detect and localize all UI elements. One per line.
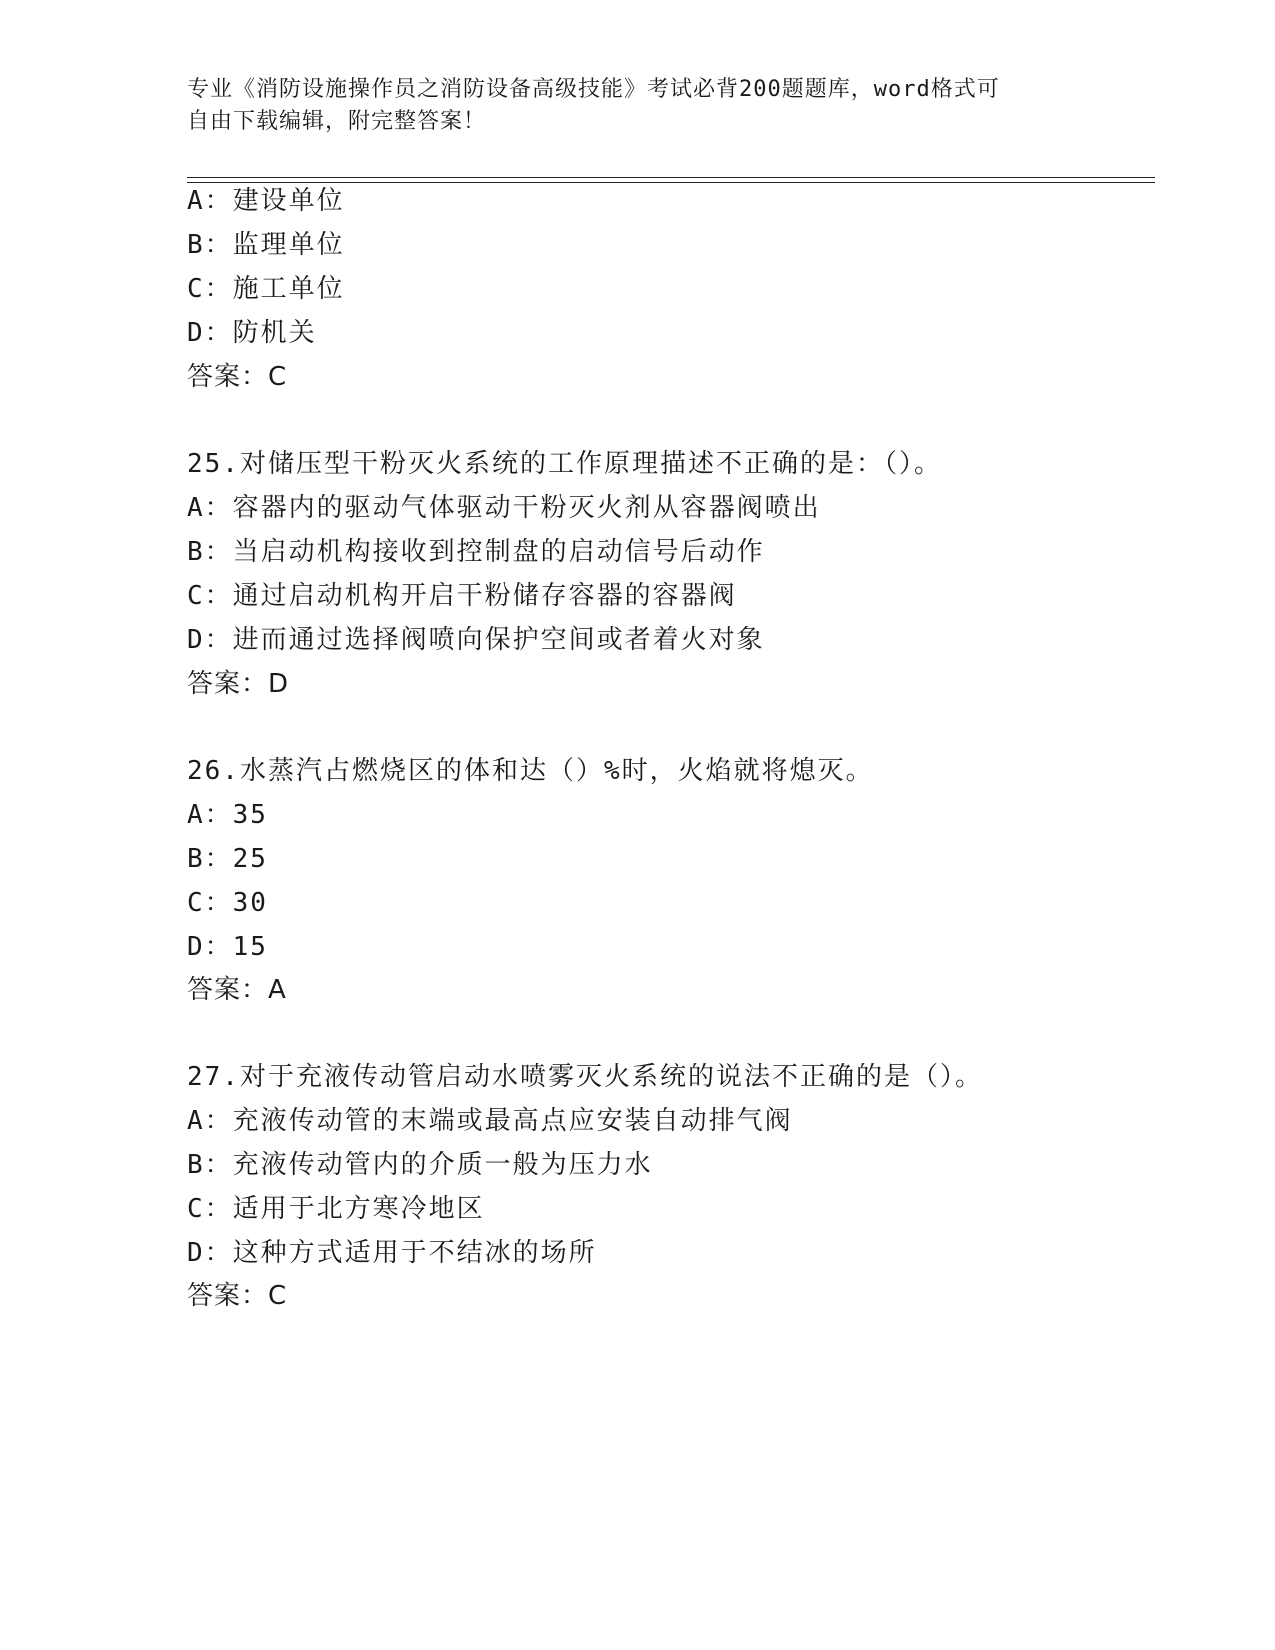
q27-question: 27.对于充液传动管启动水喷雾灭火系统的说法不正确的是（）。 bbox=[187, 1062, 983, 1092]
q25-option-a: A：容器内的驱动气体驱动干粉灭火剂从容器阀喷出 bbox=[187, 493, 821, 523]
q27-option-d: D：这种方式适用于不结冰的场所 bbox=[187, 1238, 597, 1268]
q25-option-c: C：通过启动机构开启干粉储存容器的容器阀 bbox=[187, 581, 737, 611]
q24-answer: 答案：C bbox=[187, 362, 288, 392]
q25-answer: 答案：D bbox=[187, 669, 290, 699]
q26-option-d: D：15 bbox=[187, 932, 268, 962]
q24-option-b: B：监理单位 bbox=[187, 230, 345, 260]
q27-answer: 答案：C bbox=[187, 1281, 288, 1311]
q26-option-c: C：30 bbox=[187, 888, 268, 918]
q26-question: 26.水蒸汽占燃烧区的体和达（）%时，火焰就将熄灭。 bbox=[187, 756, 874, 786]
q27-option-a: A：充液传动管的末端或最高点应安装自动排气阀 bbox=[187, 1106, 793, 1136]
q27-option-b: B：充液传动管内的介质一般为压力水 bbox=[187, 1150, 653, 1180]
document-header bbox=[187, 74, 1087, 138]
q26-option-a: A：35 bbox=[187, 800, 268, 830]
header-divider-top bbox=[187, 177, 1155, 178]
q26-option-b: B：25 bbox=[187, 844, 268, 874]
q25-option-d: D：进而通过选择阀喷向保护空间或者着火对象 bbox=[187, 625, 765, 655]
q25-option-b: B：当启动机构接收到控制盘的启动信号后动作 bbox=[187, 537, 765, 567]
header-line-1: 专业《消防设施操作员之消防设备高级技能》考试必背200题题库，word格式可 bbox=[187, 77, 1000, 102]
q27-option-c: C：适用于北方寒冷地区 bbox=[187, 1194, 485, 1224]
q24-option-d: D：防机关 bbox=[187, 318, 317, 348]
header-divider-bottom bbox=[187, 182, 1155, 183]
q24-option-a: A：建设单位 bbox=[187, 186, 345, 216]
q26-answer: 答案：A bbox=[187, 975, 287, 1005]
q25-question: 25.对储压型干粉灭火系统的工作原理描述不正确的是：（）。 bbox=[187, 449, 942, 479]
q24-option-c: C：施工单位 bbox=[187, 274, 345, 304]
header-line-2: 自由下载编辑，附完整答案！ bbox=[187, 109, 487, 134]
